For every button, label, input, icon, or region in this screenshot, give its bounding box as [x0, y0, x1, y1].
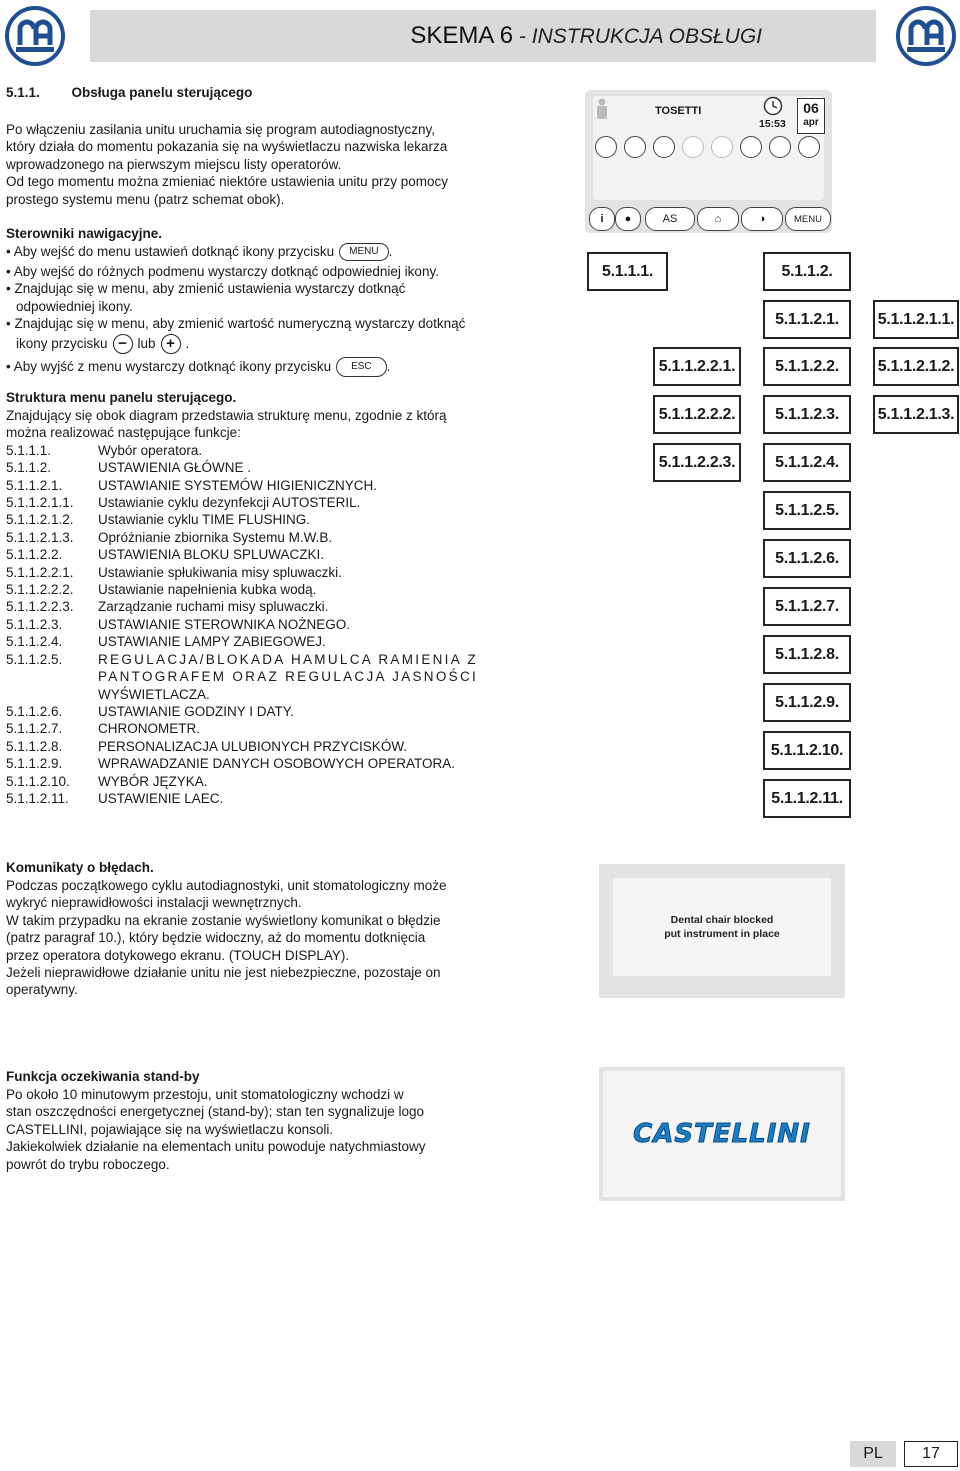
item-text: Wybór operatora.	[98, 442, 203, 458]
standby-display-illustration	[599, 1067, 845, 1201]
intro-line: wprowadzonego na pierwszym miejscu listy operatorów.	[6, 156, 342, 172]
panel-month: apr	[803, 117, 819, 128]
item-text: USTAWIENIA GŁÓWNE .	[98, 460, 252, 476]
list-item	[6, 738, 484, 755]
nav-bullet-settings-l2: odpowiedniej ikony.	[16, 298, 133, 314]
section-number: 5.1.1.	[6, 85, 40, 100]
castellini-wordmark: CASTELLINI	[633, 1119, 811, 1149]
list-item	[6, 720, 484, 737]
doc-title: SKEMA 6	[410, 22, 514, 49]
list-item	[6, 564, 484, 581]
error-display-illustration	[599, 864, 845, 998]
panel-day: 06	[803, 100, 819, 116]
intro-line: Od tego momentu można zmieniać niektóre ustawienia unitu przy pomocy	[6, 174, 448, 190]
spittoon-icon[interactable]	[653, 136, 675, 158]
list-item	[6, 773, 484, 790]
tree-node-5-1-1-2: 5.1.1.2.	[763, 252, 851, 291]
page-number: 17	[904, 1441, 958, 1467]
item-number: 5.1.1.2.10.	[6, 773, 70, 789]
nav-heading: Sterowniki nawigacyjne.	[6, 226, 163, 241]
tree-node-5-1-1-2-2-2: 5.1.1.2.2.2.	[653, 395, 741, 434]
list-item	[6, 790, 484, 807]
tree-node-5-1-1-2-2-3: 5.1.1.2.2.3.	[653, 443, 741, 482]
punct: .	[388, 244, 393, 260]
control-panel-display	[585, 90, 832, 233]
intro-paragraph	[6, 121, 486, 208]
tree-node-5-1-1-2-3: 5.1.1.2.3.	[763, 395, 851, 434]
title-dash: -	[513, 25, 532, 48]
nav-bullet-numeric-l2: ikony przycisku	[16, 335, 108, 351]
tree-node-5-1-1-2-2-1: 5.1.1.2.2.1.	[653, 347, 741, 386]
item-number: 5.1.1.2.2.2.	[6, 582, 74, 598]
errors-line: W takim przypadku na ekranie zostanie wyświetlony komunikat o błędzie	[6, 912, 441, 928]
plus-icon: +	[161, 334, 181, 354]
disabled-icon	[682, 136, 704, 158]
list-item	[6, 598, 484, 615]
operator-icon	[595, 98, 609, 120]
item-text: Ustawianie napełnienia kubka wodą.	[98, 582, 317, 598]
tree-node-5-1-1-2-1-1: 5.1.1.2.1.1.	[873, 300, 959, 339]
person-icon[interactable]: ●	[615, 207, 641, 231]
item-text: CHRONOMETR.	[98, 721, 200, 737]
nav-bullet-submenu: • Aby wejść do różnych podmenu wystarczy dotknąć odpowiedniej ikony.	[6, 264, 439, 279]
item-text: Ustawianie cyklu TIME FLUSHING.	[98, 512, 311, 528]
item-number: 5.1.1.2.	[6, 460, 52, 476]
item-text: PANTOGRAFEM ORAZ REGULACJA JASNOŚCI	[98, 669, 479, 685]
list-item	[6, 529, 484, 546]
errors-line: wykryć nieprawidłowości instalacji wewnętrznych.	[6, 895, 302, 911]
item-text: PERSONALIZACJA ULUBIONYCH PRZYCISKÓW.	[98, 738, 408, 754]
section-heading	[6, 85, 252, 100]
item-text: Ustawianie spłukiwania misy spluwaczki.	[98, 564, 342, 580]
list-item	[6, 633, 484, 650]
nav-bullet-esc: • Aby wyjść z menu wystarczy dotknąć ikony przycisku	[6, 358, 332, 374]
punct: .	[386, 358, 391, 374]
error-message-line: Dental chair blocked	[670, 914, 774, 926]
tree-node-5-1-1-2-8: 5.1.1.2.8.	[763, 635, 851, 674]
light-icon[interactable]	[740, 136, 762, 158]
punct: .	[185, 335, 190, 351]
doc-subtitle: INSTRUKCJA OBSŁUGI	[531, 25, 762, 48]
item-text: USTAWIENIE LAEC.	[98, 790, 224, 806]
nav-bullet-numeric-l1: • Znajdując się w menu, aby zmienić wartość numeryczną wystarczy dotknąć	[6, 316, 466, 332]
error-message	[613, 878, 831, 976]
list-item	[6, 581, 484, 598]
item-text: USTAWIANIE SYSTEMÓW HIGIENICZNYCH.	[98, 477, 378, 493]
item-text: WYBÓR JĘZYKA.	[98, 773, 208, 789]
item-number: 5.1.1.2.1.2.	[6, 512, 74, 528]
nav-bullet-menu: • Aby wejść do menu ustawień dotknąć ikony przycisku	[6, 244, 335, 260]
item-number: 5.1.1.2.2.1.	[6, 564, 74, 580]
list-item	[6, 494, 484, 511]
battery-icon[interactable]	[769, 136, 791, 158]
tree-node-5-1-1-2-10: 5.1.1.2.10.	[763, 731, 851, 770]
tree-node-5-1-1-2-7: 5.1.1.2.7.	[763, 587, 851, 626]
standby-line: stan oszczędności energetycznej (stand-by); stan ten sygnalizuje logo	[6, 1104, 424, 1120]
list-item	[6, 477, 484, 494]
tree-node-5-1-1-2-1-2: 5.1.1.2.1.2.	[873, 347, 959, 386]
item-number: 5.1.1.2.1.1.	[6, 495, 74, 511]
intro-line: Po włączeniu zasilania unitu uruchamia się program autodiagnostyczny,	[6, 122, 435, 137]
info-icon[interactable]: i	[589, 207, 615, 231]
menu-button-icon: MENU	[339, 243, 388, 261]
list-item-cont	[6, 668, 484, 685]
errors-line: operatywny.	[6, 982, 78, 998]
item-number: 5.1.1.2.7.	[6, 721, 63, 737]
structure-intro: można realizować następujące funkcje:	[6, 425, 241, 441]
castellini-logo-left	[4, 5, 66, 67]
standby-line: Jakiekolwiek działanie na elementach unitu powoduje natychmiastowy	[6, 1139, 426, 1155]
intro-line: który działa do momentu pokazania się na wyświetlaczu nazwiska lekarza	[6, 139, 448, 155]
standby-line: Po około 10 minutowym przestoju, unit stomatologiczny wchodzi w	[6, 1087, 404, 1102]
list-item	[6, 511, 484, 528]
item-number: 5.1.1.2.8.	[6, 738, 63, 754]
language-tag: PL	[850, 1441, 896, 1467]
list-item	[6, 703, 484, 720]
item-text: REGULACJA/BLOKADA HAMULCA RAMIENIA Z	[98, 651, 478, 667]
item-text: USTAWIANIE STEROWNIKA NOŻNEGO.	[98, 616, 351, 632]
structure-list	[6, 407, 484, 807]
tree-node-5-1-1-2-1-3: 5.1.1.2.1.3.	[873, 395, 959, 434]
standby-heading: Funkcja oczekiwania stand-by	[6, 1069, 200, 1084]
errors-line: (patrz paragraf 10.), który będzie widoczny, aż do momentu dotknięcia	[6, 930, 426, 946]
item-text: WPRAWADZANIE DANYCH OSOBOWYCH OPERATORA.	[98, 756, 456, 772]
item-number: 5.1.1.2.4.	[6, 634, 63, 650]
tree-node-5-1-1-2-5: 5.1.1.2.5.	[763, 491, 851, 530]
errors-heading: Komunikaty o błędach.	[6, 860, 154, 875]
item-text: USTAWIENIA BLOKU SPLUWACZKI.	[98, 547, 325, 563]
as-button[interactable]: AS	[645, 207, 695, 231]
item-number: 5.1.1.2.1.3.	[6, 529, 74, 545]
tree-node-5-1-1-2-6: 5.1.1.2.6.	[763, 539, 851, 578]
tree-node-5-1-1-2-4: 5.1.1.2.4.	[763, 443, 851, 482]
home-icon[interactable]: ⌂	[697, 207, 739, 231]
standby-screen	[603, 1071, 841, 1197]
item-text: Opróżnianie zbiornika Systemu M.W.B.	[98, 529, 333, 545]
structure-intro: Znajdujący się obok diagram przedstawia strukturę menu, zgodnie z którą	[6, 408, 447, 423]
list-item	[6, 459, 484, 476]
standby-paragraph	[6, 1086, 484, 1173]
intro-line: prostego systemu menu (patrz schemat obok).	[6, 191, 285, 207]
errors-paragraph	[6, 877, 484, 999]
esc-button-icon: ESC	[336, 357, 387, 377]
nav-bullets	[6, 241, 486, 379]
standby-line: CASTELLINI, pojawiające się na wyświetlaczu konsoli.	[6, 1121, 334, 1137]
item-number: 5.1.1.2.6.	[6, 703, 63, 719]
list-item-cont	[6, 686, 484, 703]
clock-icon	[763, 96, 783, 116]
error-message-line: put instrument in place	[664, 928, 780, 940]
standby-line: powrót do trybu roboczego.	[6, 1156, 170, 1172]
item-text: USTAWIANIE GODZINY I DATY.	[98, 703, 294, 719]
nav-bullet-settings-l1: • Znajdując się w menu, aby zmienić ustawienia wystarczy dotknąć	[6, 281, 406, 297]
tree-node-5-1-1-2-2: 5.1.1.2.2.	[763, 347, 851, 386]
list-item	[6, 546, 484, 563]
panel-time: 15:53	[759, 118, 786, 130]
item-text: Ustawianie cyklu dezynfekcji AUTOSTERIL.	[98, 495, 361, 511]
menu-button[interactable]: MENU	[785, 207, 831, 231]
castellini-logo-right	[895, 5, 957, 67]
tree-node-5-1-1-2-11: 5.1.1.2.11.	[763, 779, 851, 818]
item-text: Zarządzanie ruchami misy spluwaczki.	[98, 599, 329, 615]
cup-icon[interactable]	[624, 136, 646, 158]
item-number: 5.1.1.2.2.	[6, 547, 63, 563]
errors-line: przez operatora dotykowego ekranu. (TOUCH DISPLAY).	[6, 947, 350, 963]
chair-icon[interactable]	[798, 136, 820, 158]
list-item	[6, 616, 484, 633]
item-text: USTAWIANIE LAMPY ZABIEGOWEJ.	[98, 634, 326, 650]
item-number: 5.1.1.2.1.	[6, 477, 63, 493]
tree-node-5-1-1-1: 5.1.1.1.	[587, 252, 668, 291]
list-item	[6, 755, 484, 772]
item-number: 5.1.1.2.3.	[6, 616, 63, 632]
instrument-icon[interactable]	[595, 136, 617, 158]
item-number: 5.1.1.2.5.	[6, 651, 63, 667]
tree-node-5-1-1-2-1: 5.1.1.2.1.	[763, 300, 851, 339]
item-number: 5.1.1.1.	[6, 442, 52, 458]
list-item	[6, 651, 484, 668]
tree-node-5-1-1-2-9: 5.1.1.2.9.	[763, 683, 851, 722]
errors-line: Podczas początkowego cyklu autodiagnostyki, unit stomatologiczny może	[6, 878, 447, 893]
minus-icon: −	[113, 334, 133, 354]
brightness-icon[interactable]: ◑	[741, 207, 783, 231]
header-title	[410, 22, 762, 50]
heart-icon	[711, 136, 733, 158]
item-number: 5.1.1.2.11.	[6, 790, 69, 806]
errors-line: Jeżeli nieprawidłowe działanie unitu nie jest niebezpieczne, pozostaje on	[6, 965, 441, 981]
list-item	[6, 442, 484, 459]
section-title: Obsługa panelu sterującego	[71, 85, 253, 100]
item-number: 5.1.1.2.9.	[6, 756, 63, 772]
item-number: 5.1.1.2.2.3.	[6, 599, 74, 615]
structure-heading: Struktura menu panelu sterującego.	[6, 390, 237, 405]
calendar-icon	[797, 98, 825, 134]
or-word: lub	[137, 335, 156, 351]
item-text: WYŚWIETLACZA.	[98, 686, 210, 702]
operator-name: TOSETTI	[655, 105, 702, 117]
